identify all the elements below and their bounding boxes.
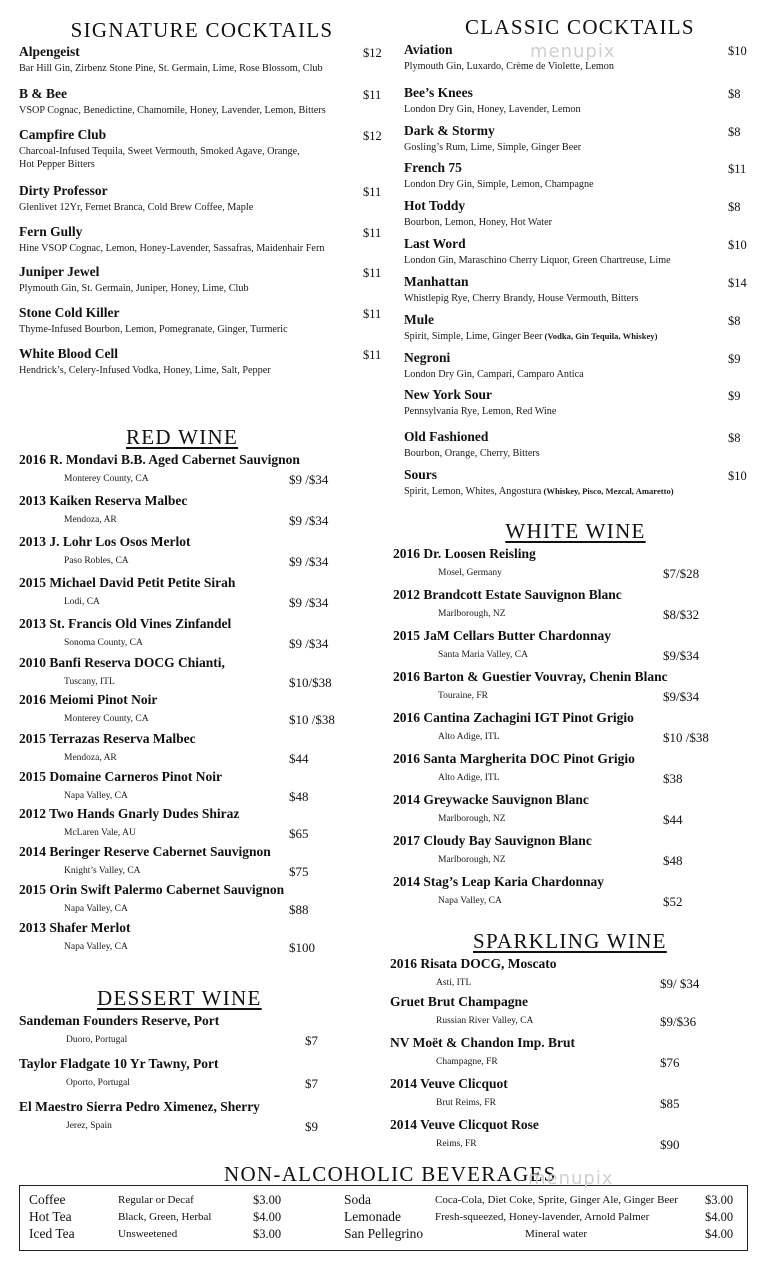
wine-name: Sandeman Founders Reserve, Port	[19, 1013, 220, 1028]
cocktail-description: London Dry Gin, Simple, Lemon, Champagne	[404, 179, 594, 190]
white-wine-title: WHITE WINE	[505, 519, 646, 543]
cocktail-price: $12	[363, 46, 382, 60]
cocktail-name: Mule	[404, 312, 434, 327]
wine-region: Mosel, Germany	[438, 568, 502, 578]
wine-region: Monterey County, CA	[64, 474, 149, 484]
wine-price: $75	[289, 864, 309, 879]
cocktail-price: $12	[363, 129, 382, 143]
wine-region: Brut Reims, FR	[436, 1098, 496, 1108]
wine-price: $48	[289, 789, 309, 804]
cocktail-name: Manhattan	[404, 274, 469, 289]
cocktail-description: London Dry Gin, Campari, Camparo Antica	[404, 369, 584, 380]
cocktail-price: $8	[728, 314, 741, 328]
wine-price: $85	[660, 1096, 680, 1111]
cocktail-description: Plymouth Gin, St. Germain, Juniper, Honey, Lime, Club	[19, 283, 249, 294]
wine-name: 2013 Kaiken Reserva Malbec	[19, 493, 188, 508]
wine-price: $9/$34	[663, 689, 700, 704]
wine-price: $10 /$38	[289, 712, 335, 727]
beverage-description: Regular or Decaf	[118, 1194, 194, 1206]
wine-name: 2014 Beringer Reserve Cabernet Sauvignon	[19, 844, 271, 859]
wine-name: 2014 Veuve Clicquot	[390, 1076, 508, 1091]
cocktail-price: $10	[728, 44, 747, 58]
cocktail-name: Dark & Stormy	[404, 123, 495, 138]
sparkling-wine-title: SPARKLING WINE	[473, 929, 667, 953]
wine-price: $10 /$38	[663, 730, 709, 745]
wine-price: $65	[289, 826, 309, 841]
cocktail-description: Bar Hill Gin, Zirbenz Stone Pine, St. Germain, Lime, Rose Blossom, Club	[19, 63, 323, 74]
wine-name: 2014 Greywacke Sauvignon Blanc	[393, 792, 589, 807]
wine-region: Mendoza, AR	[64, 515, 117, 525]
cocktail-price: $8	[728, 200, 741, 214]
wine-region: Oporto, Portugal	[66, 1078, 130, 1088]
wine-price: $9 /$34	[289, 472, 329, 487]
wine-price: $44	[663, 812, 683, 827]
cocktail-description: Pennsylvania Rye, Lemon, Red Wine	[404, 406, 557, 417]
cocktail-name: Fern Gully	[19, 224, 83, 239]
wine-price: $7	[305, 1076, 318, 1091]
non-alcoholic-title: NON-ALCOHOLIC BEVERAGES	[224, 1162, 557, 1186]
cocktail-description: Hot Pepper Bitters	[19, 159, 95, 170]
cocktail-price: $8	[728, 125, 741, 139]
beverage-name: Iced Tea	[29, 1226, 75, 1241]
cocktail-price: $11	[363, 348, 382, 362]
wine-price: $44	[289, 751, 309, 766]
wine-price: $9/ $34	[660, 976, 700, 991]
wine-price: $38	[663, 771, 683, 786]
wine-region: Lodi, CA	[64, 597, 100, 607]
beverage-price: $3.00	[253, 1227, 282, 1241]
cocktail-name: Old Fashioned	[404, 429, 489, 444]
watermark: menupix	[530, 41, 616, 62]
beverage-name: San Pellegrino	[344, 1226, 424, 1241]
wine-name: 2014 Stag’s Leap Karia Chardonnay	[393, 874, 605, 889]
beverage-name: Hot Tea	[29, 1209, 72, 1224]
wine-name: 2016 Risata DOCG, Moscato	[390, 956, 557, 971]
wine-region: Knight’s Valley, CA	[64, 866, 141, 876]
cocktail-spirit-options: (Vodka, Gin Tequila, Whiskey)	[542, 331, 658, 341]
cocktail-price: $8	[728, 87, 741, 101]
cocktail-description: Plymouth Gin, Luxardo, Crème de Violette, Lemon	[404, 61, 614, 72]
beverage-description: Fresh-squeezed, Honey-lavender, Arnold Palmer	[435, 1211, 650, 1223]
beverage-price: $4.00	[253, 1210, 282, 1224]
beverage-name: Lemonade	[344, 1209, 401, 1224]
wine-price: $90	[660, 1137, 680, 1152]
wine-name: 2016 Cantina Zachagini IGT Pinot Grigio	[393, 710, 634, 725]
wine-price: $76	[660, 1055, 680, 1070]
watermark: menupix	[528, 1168, 614, 1189]
cocktail-name: Campfire Club	[19, 127, 107, 142]
wine-region: Duoro, Portugal	[66, 1035, 128, 1045]
wine-name: 2015 Terrazas Reserva Malbec	[19, 731, 196, 746]
wine-name: 2016 Santa Margherita DOC Pinot Grigio	[393, 751, 635, 766]
wine-name: 2013 St. Francis Old Vines Zinfandel	[19, 616, 232, 631]
cocktail-name: White Blood Cell	[19, 346, 119, 361]
wine-name: Taylor Fladgate 10 Yr Tawny, Port	[19, 1056, 219, 1071]
cocktail-price: $11	[728, 162, 747, 176]
dessert-wine-title: DESSERT WINE	[97, 986, 262, 1010]
classic-cocktails-title: CLASSIC COCKTAILS	[465, 15, 695, 39]
wine-price: $10/$38	[289, 675, 332, 690]
beverage-name: Coffee	[29, 1192, 66, 1207]
wine-region: Mendoza, AR	[64, 753, 117, 763]
cocktail-description: Gosling’s Rum, Lime, Simple, Ginger Beer	[404, 142, 582, 153]
cocktail-description: Hendrick’s, Celery-Infused Vodka, Honey, Lime, Salt, Pepper	[19, 365, 271, 376]
beverage-price: $4.00	[705, 1210, 734, 1224]
cocktail-price: $10	[728, 238, 747, 252]
wine-name: 2017 Cloudy Bay Sauvignon Blanc	[393, 833, 592, 848]
wine-name: 2015 Michael David Petit Petite Sirah	[19, 575, 236, 590]
cocktail-price: $11	[363, 88, 382, 102]
wine-name: 2015 Orin Swift Palermo Cabernet Sauvignon	[19, 882, 285, 897]
wine-name: 2015 Domaine Carneros Pinot Noir	[19, 769, 222, 784]
wine-region: Napa Valley, CA	[64, 791, 128, 801]
wine-name: 2016 Barton & Guestier Vouvray, Chenin Blanc	[393, 669, 668, 684]
cocktail-description: Thyme-Infused Bourbon, Lemon, Pomegranate, Ginger, Turmeric	[19, 324, 288, 335]
wine-price: $9 /$34	[289, 554, 329, 569]
wine-name: 2013 J. Lohr Los Osos Merlot	[19, 534, 191, 549]
cocktail-name: Bee’s Knees	[404, 85, 473, 100]
cocktail-name: Juniper Jewel	[19, 264, 100, 279]
wine-price: $9 /$34	[289, 595, 329, 610]
wine-region: Asti, ITL	[436, 978, 472, 988]
wine-price: $7	[305, 1033, 318, 1048]
wine-price: $88	[289, 902, 309, 917]
wine-region: Russian River Valley, CA	[436, 1016, 534, 1026]
wine-price: $9 /$34	[289, 513, 329, 528]
cocktail-name: Last Word	[404, 236, 466, 251]
wine-name: 2014 Veuve Clicquot Rose	[390, 1117, 539, 1132]
wine-region: Napa Valley, CA	[64, 942, 128, 952]
wine-price: $9 /$34	[289, 636, 329, 651]
wine-price: $48	[663, 853, 683, 868]
cocktail-name: Alpengeist	[19, 44, 80, 59]
wine-name: 2016 Dr. Loosen Reisling	[393, 546, 536, 561]
beverage-description: Black, Green, Herbal	[118, 1211, 212, 1223]
wine-region: Tuscany, ITL	[64, 677, 115, 687]
cocktail-description: London Gin, Maraschino Cherry Liquor, Green Chartreuse, Lime	[404, 255, 671, 266]
cocktail-description: Glenlivet 12Yr, Fernet Branca, Cold Brew Coffee, Maple	[19, 202, 254, 213]
wine-price: $9/$34	[663, 648, 700, 663]
wine-region: Champagne, FR	[436, 1057, 498, 1067]
cocktail-name: Aviation	[404, 42, 453, 57]
wine-name: 2010 Banfi Reserva DOCG Chianti,	[19, 655, 225, 670]
wine-price: $52	[663, 894, 683, 909]
wine-price: $7/$28	[663, 566, 700, 581]
wine-region: Marlborough, NZ	[438, 855, 506, 865]
cocktail-description: Spirit, Simple, Lime, Ginger Beer (Vodka, Gin Tequila, Whiskey)	[404, 331, 658, 342]
signature-cocktails-title: SIGNATURE COCKTAILS	[70, 18, 334, 42]
wine-region: Sonoma County, CA	[64, 638, 143, 648]
cocktail-spirit-options: (Whiskey, Pisco, Mezcal, Amaretto)	[541, 486, 674, 496]
wine-region: Alto Adige, ITL	[438, 732, 500, 742]
wine-price: $8/$32	[663, 607, 700, 622]
wine-region: Jerez, Spain	[66, 1121, 112, 1131]
cocktail-description: London Dry Gin, Honey, Lavender, Lemon	[404, 104, 581, 115]
wine-name: Gruet Brut Champagne	[390, 994, 528, 1009]
cocktail-price: $10	[728, 469, 747, 483]
beverage-name: Soda	[344, 1192, 371, 1207]
wine-name: 2013 Shafer Merlot	[19, 920, 131, 935]
wine-name: NV Moët & Chandon Imp. Brut	[390, 1035, 576, 1050]
wine-price: $9/$36	[660, 1014, 697, 1029]
cocktail-description: Spirit, Lemon, Whites, Angostura (Whiskey, Pisco, Mezcal, Amaretto)	[404, 486, 674, 497]
cocktail-description: VSOP Cognac, Benedictine, Chamomile, Honey, Lavender, Lemon, Bitters	[19, 105, 326, 116]
beverage-description: Coca-Cola, Diet Coke, Sprite, Ginger Ale, Ginger Beer	[435, 1194, 678, 1206]
cocktail-price: $11	[363, 185, 382, 199]
wine-name: 2012 Brandcott Estate Sauvignon Blanc	[393, 587, 622, 602]
wine-name: El Maestro Sierra Pedro Ximenez, Sherry	[19, 1099, 260, 1114]
cocktail-description: Charcoal-Infused Tequila, Sweet Vermouth, Smoked Agave, Orange,	[19, 146, 300, 157]
wine-name: 2012 Two Hands Gnarly Dudes Shiraz	[19, 806, 240, 821]
wine-name: 2016 R. Mondavi B.B. Aged Cabernet Sauvignon	[19, 452, 300, 467]
beverage-price: $4.00	[705, 1227, 734, 1241]
wine-name: 2015 JaM Cellars Butter Chardonnay	[393, 628, 611, 643]
wine-region: Paso Robles, CA	[64, 556, 129, 566]
cocktail-name: Hot Toddy	[404, 198, 466, 213]
wine-region: Alto Adige, ITL	[438, 773, 500, 783]
wine-region: Santa Maria Valley, CA	[438, 650, 528, 660]
cocktail-price: $8	[728, 431, 741, 445]
cocktail-name: French 75	[404, 160, 462, 175]
cocktail-name: Negroni	[404, 350, 451, 365]
cocktail-description: Bourbon, Orange, Cherry, Bitters	[404, 448, 540, 459]
beverage-price: $3.00	[705, 1193, 734, 1207]
cocktail-name: Stone Cold Killer	[19, 305, 120, 320]
cocktail-name: Dirty Professor	[19, 183, 108, 198]
cocktail-price: $14	[728, 276, 747, 290]
cocktail-price: $9	[728, 352, 741, 366]
cocktail-description: Hine VSOP Cognac, Lemon, Honey-Lavender, Sassafras, Maidenhair Fern	[19, 243, 325, 254]
cocktail-name: Sours	[404, 467, 438, 482]
wine-region: Monterey County, CA	[64, 714, 149, 724]
wine-region: Napa Valley, CA	[438, 896, 502, 906]
wine-name: 2016 Meiomi Pinot Noir	[19, 692, 158, 707]
beverage-description: Unsweetened	[118, 1228, 178, 1240]
wine-region: Marlborough, NZ	[438, 609, 506, 619]
wine-region: McLaren Vale, AU	[64, 828, 136, 838]
cocktail-name: New York Sour	[404, 387, 493, 402]
wine-price: $9	[305, 1119, 318, 1134]
red-wine-title: RED WINE	[126, 425, 239, 449]
cocktail-price: $11	[363, 307, 382, 321]
cocktail-price: $11	[363, 226, 382, 240]
cocktail-description: Bourbon, Lemon, Honey, Hot Water	[404, 217, 553, 228]
wine-region: Napa Valley, CA	[64, 904, 128, 914]
wine-region: Marlborough, NZ	[438, 814, 506, 824]
wine-region: Reims, FR	[436, 1139, 477, 1149]
cocktail-name: B & Bee	[19, 86, 67, 101]
cocktail-price: $9	[728, 389, 741, 403]
beverage-description: Mineral water	[525, 1228, 587, 1240]
cocktail-description: Whistlepig Rye, Cherry Brandy, House Vermouth, Bitters	[404, 293, 639, 304]
beverage-price: $3.00	[253, 1193, 282, 1207]
cocktail-price: $11	[363, 266, 382, 280]
wine-region: Touraine, FR	[438, 691, 488, 701]
wine-price: $100	[289, 940, 315, 955]
